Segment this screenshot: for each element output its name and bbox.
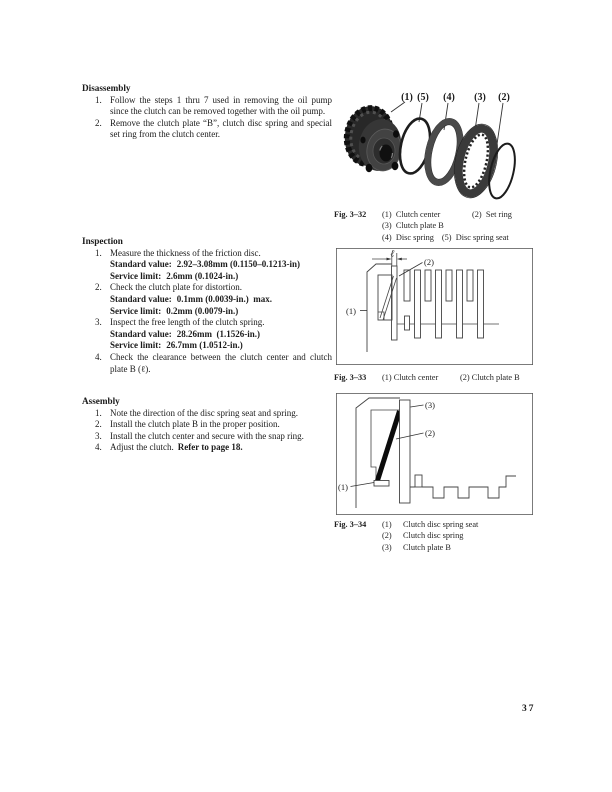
list-number: 2. [95, 117, 102, 128]
clutch-plate-b [400, 400, 411, 503]
spec-label: Standard value: [110, 259, 172, 270]
list-item [95, 431, 332, 443]
list-item [95, 248, 332, 283]
list-text: Adjust the clutch. [110, 442, 174, 453]
clutch-center-photo [340, 102, 405, 174]
list-item [95, 95, 332, 118]
spec-label: Standard value: [110, 328, 172, 339]
list-text: Check the clearance between the clutch center and clutch plate B (ℓ). [110, 351, 332, 374]
spec-line [110, 294, 332, 306]
spec-line [110, 271, 332, 283]
figure-34-caption [334, 519, 544, 553]
list-item [95, 118, 332, 141]
spec-value: 0.2mm (0.0079-in.) [166, 305, 239, 316]
list-number: 1. [95, 94, 102, 105]
list-item [95, 442, 332, 454]
list-number: 2. [95, 282, 102, 293]
caption-num: (2) [472, 210, 482, 219]
fig32-part-label-3: (3) [474, 92, 486, 103]
caption-num: (1) [382, 210, 392, 219]
caption-num: (2) [460, 373, 470, 382]
section-heading-inspection: Inspection [82, 236, 123, 246]
figure-32-clutch-exploded-photo [336, 84, 536, 208]
fig34-part-label-1: (1) [338, 482, 348, 492]
fig32-part-label-2: (2) [498, 92, 510, 103]
fig32-part-label-5: (5) [417, 92, 429, 103]
spec-label: Service limit: [110, 340, 162, 351]
spec-label: Standard value: [110, 293, 172, 304]
spec-value: 2.6mm (0.1024-in.) [166, 270, 239, 281]
spec-label: Service limit: [110, 305, 162, 316]
list-number: 3. [95, 430, 102, 441]
caption-num: (3) [382, 542, 392, 552]
list-text: Measure the thickness of the friction disc. [110, 247, 261, 258]
fig33-part-label-1: (1) [346, 306, 356, 316]
list-number: 1. [95, 407, 102, 418]
fig32-part-label-4: (4) [443, 92, 455, 103]
list-item [95, 408, 332, 420]
list-text: Note the direction of the disc spring seat and spring. [110, 407, 298, 418]
dimension-label-l: ℓ [390, 249, 395, 260]
caption-label: Set ring [485, 210, 512, 219]
caption-num: (3) [382, 221, 392, 231]
figure-34-disc-spring-drawing [336, 393, 533, 515]
list-text: Install the clutch center and secure with the snap ring. [110, 430, 304, 441]
figure-border [336, 393, 532, 514]
spec-label: Service limit: [110, 270, 162, 281]
spec-line [110, 329, 332, 341]
caption-num: (2) [382, 531, 392, 541]
section-assembly [82, 396, 332, 454]
figure-border [336, 248, 532, 364]
caption-label: Disc spring [395, 232, 434, 242]
list-text: Check the clutch plate for distortion. [110, 282, 242, 293]
caption-num: (1) [382, 520, 392, 529]
fig33-part-label-2: (2) [424, 257, 434, 267]
fig34-part-label-3: (3) [425, 400, 435, 410]
caption-label: Clutch plate B [395, 221, 444, 231]
figure-32-caption [334, 209, 544, 243]
figure-33-id: Fig. 3–33 [334, 373, 367, 382]
list-number: 1. [95, 247, 102, 258]
list-number: 3. [95, 317, 102, 328]
caption-label: Clutch center [393, 373, 439, 382]
figure-33-caption [334, 372, 544, 383]
caption-label: Clutch plate B [471, 373, 520, 382]
spec-line [110, 340, 332, 352]
hub-spline [415, 475, 422, 487]
list-text: Remove the clutch plate “B”, clutch disc spring and special set ring from the clutch center. [110, 117, 332, 140]
spec-value: 26.7mm (1.0512-in.) [166, 340, 243, 351]
caption-num: (1) [382, 373, 392, 382]
spec-line [110, 259, 332, 271]
spec-value: 0.1mm (0.0039-in.) max. [176, 293, 273, 304]
section-disassembly [82, 83, 332, 141]
figure-32-id: Fig. 3–32 [334, 210, 367, 219]
section-inspection [82, 236, 332, 375]
spec-value: 28.26mm (1.1526-in.) [176, 328, 261, 339]
list-number: 2. [95, 419, 102, 430]
list-text: Install the clutch plate B in the proper position. [110, 419, 280, 430]
page-number: 37 [522, 704, 536, 714]
caption-label: Disc spring seat [455, 232, 509, 242]
section-heading-assembly: Assembly [82, 396, 120, 406]
caption-num: (4) [382, 232, 392, 242]
caption-label: Clutch disc spring [403, 531, 464, 541]
list-item [95, 352, 332, 375]
caption-label: Clutch disc spring seat [403, 520, 479, 529]
fig32-part-label-1: (1) [401, 92, 413, 103]
spec-line [110, 306, 332, 318]
list-number: 4. [95, 442, 102, 453]
disc-spring-seat [374, 481, 389, 487]
caption-label: Clutch center [395, 210, 441, 219]
caption-label: Clutch plate B [403, 542, 451, 552]
page-reference: Refer to page 18. [177, 442, 243, 453]
caption-num: (5) [441, 232, 452, 242]
list-item [95, 317, 332, 352]
fig34-part-label-2: (2) [425, 428, 435, 438]
spec-value: 2.92–3.08mm (0.1150–0.1213-in) [176, 259, 301, 270]
figure-34-id: Fig. 3–34 [334, 520, 367, 529]
figure-33-clearance-drawing [336, 248, 533, 365]
list-item [95, 419, 332, 431]
list-text: Follow the steps 1 thru 7 used in removing the oil pump since the clutch can be removed together with the oil pump. [110, 94, 332, 117]
list-text: Inspect the free length of the clutch spring. [110, 317, 265, 328]
list-number: 4. [95, 351, 102, 362]
section-heading-disassembly: Disassembly [82, 83, 131, 93]
list-item [95, 282, 332, 317]
